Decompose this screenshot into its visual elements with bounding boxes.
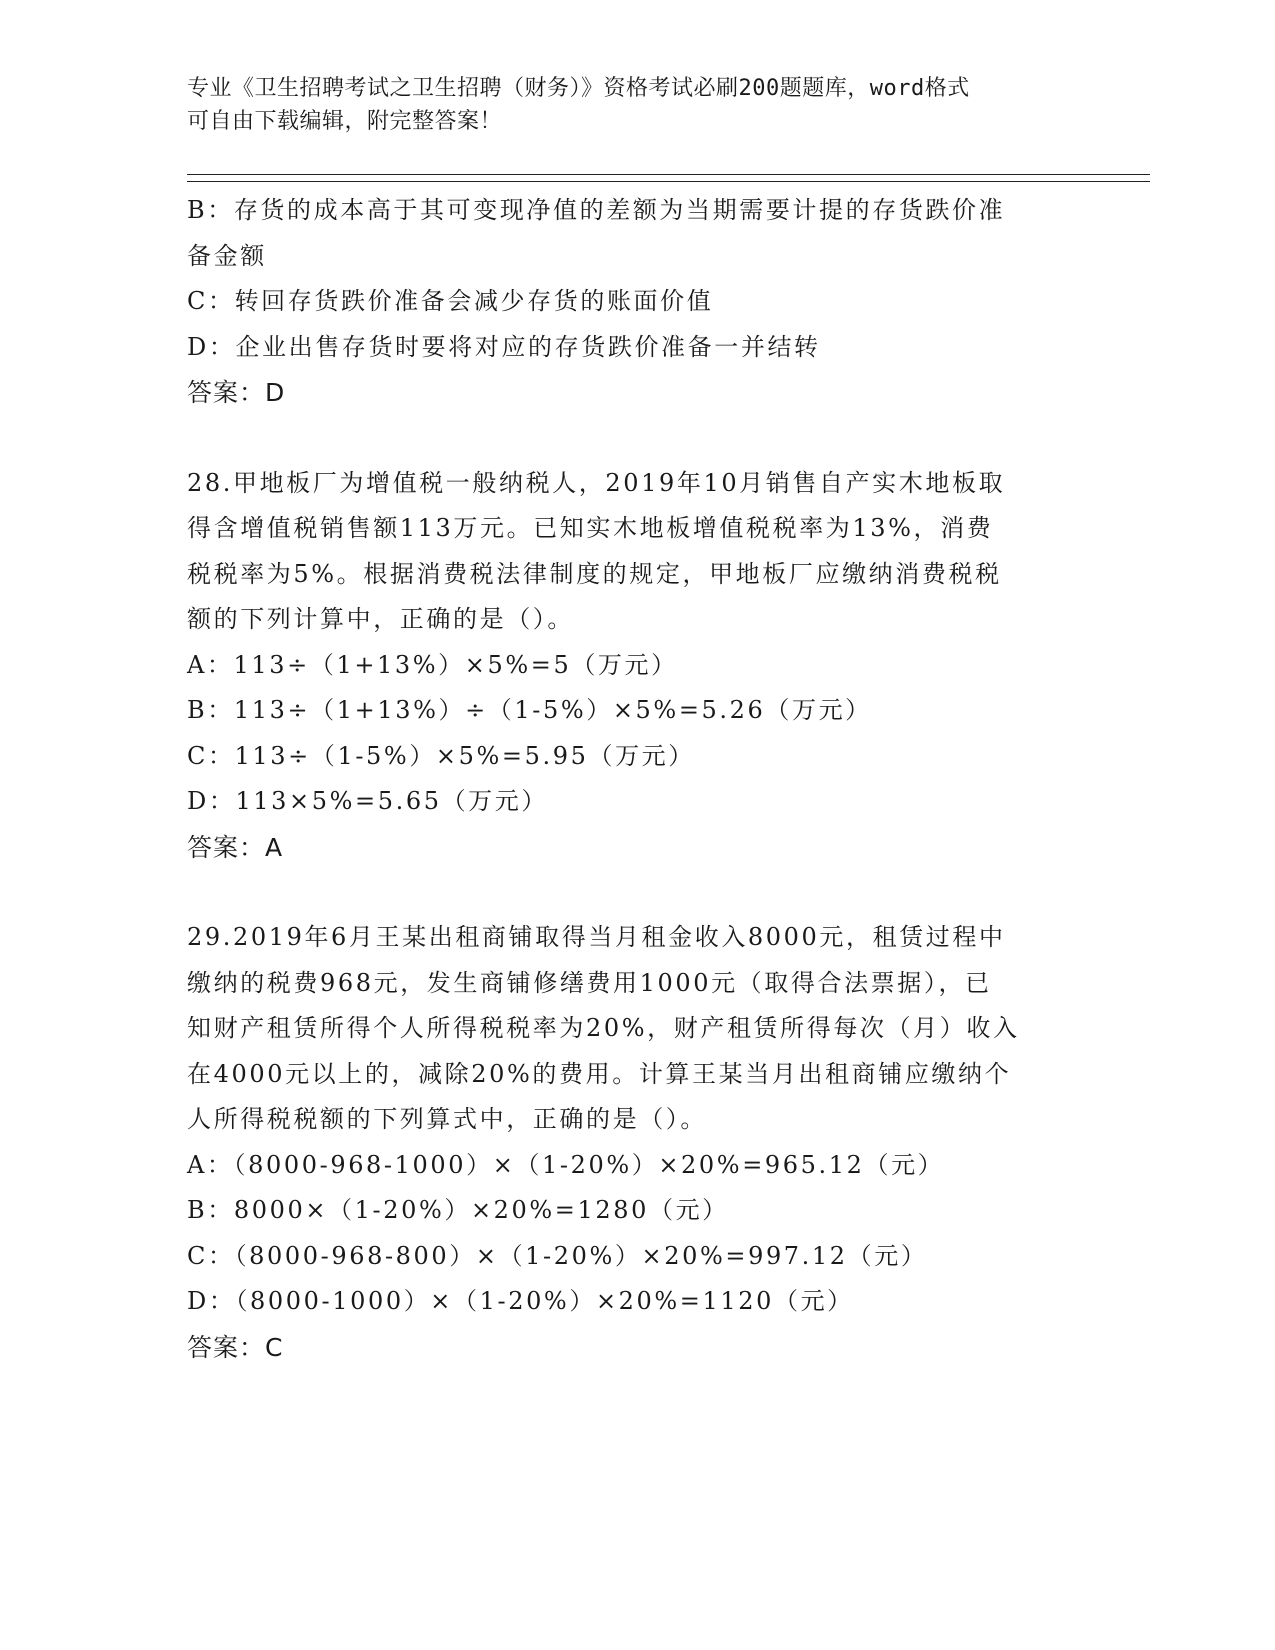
option-b: B：8000×（1-20%）×20%=1280（元） (187, 1196, 729, 1224)
question-stem: 在4000元以上的，减除20%的费用。计算王某当月出租商铺应缴纳个 (187, 1059, 1012, 1088)
option-a: A：113÷（1+13%）×5%=5（万元） (187, 650, 678, 679)
question-stem: 额的下列计算中，正确的是（）。 (187, 605, 574, 633)
option-d: D：（8000-1000）×（1-20%）×20%=1120（元） (187, 1287, 854, 1315)
header-line-2: 可自由下载编辑，附完整答案！ (187, 109, 503, 134)
option-b: B：113÷（1+13%）÷（1-5%）×5%=5.26（万元） (187, 696, 872, 724)
option-c: C：113÷（1-5%）×5%=5.95（万元） (187, 741, 695, 770)
answer-line: 答案：A (187, 832, 284, 862)
option-c: C：转回存货跌价准备会减少存货的账面价值 (187, 287, 714, 315)
question-stem: 得含增值税销售额113万元。已知实木地板增值税税率为13%，消费 (187, 514, 994, 542)
option-a: A：（8000-968-1000）×（1-20%）×20%=965.12（元） (187, 1150, 945, 1179)
question-stem: 28.甲地板厂为增值税一般纳税人，2019年10月销售自产实木地板取 (187, 468, 1006, 497)
question-stem: 缴纳的税费968元，发生商铺修缮费用1000元（取得合法票据），已 (187, 968, 992, 997)
option-d: D：113×5%=5.65（万元） (187, 787, 548, 815)
question-29-block (187, 915, 1087, 1370)
question-stem: 知财产租赁所得个人所得税税率为20%，财产租赁所得每次（月）收入 (187, 1014, 1020, 1042)
option-d: D：企业出售存货时要将对应的存货跌价准备一并结转 (187, 332, 821, 361)
answer-line: 答案：C (187, 1332, 284, 1362)
previous-question-block (187, 188, 1087, 416)
question-stem: 人所得税税额的下列算式中，正确的是（）。 (187, 1105, 707, 1133)
option-b-continued: 备金额 (187, 241, 267, 270)
option-b: B：存货的成本高于其可变现净值的差额为当期需要计提的存货跌价准 (187, 196, 1006, 224)
question-28-block (187, 461, 1087, 871)
question-stem: 29.2019年6月王某出租商铺取得当月租金收入8000元，租赁过程中 (187, 923, 1006, 951)
answer-line: 答案：D (187, 378, 286, 407)
header-line-1: 专业《卫生招聘考试之卫生招聘（财务）》资格考试必刷200题题库，word格式 (187, 76, 970, 101)
question-stem: 税税率为5%。根据消费税法律制度的规定，甲地板厂应缴纳消费税税 (187, 559, 1002, 588)
header-divider (187, 174, 1150, 182)
document-body (187, 188, 1087, 1370)
spacer (187, 416, 1087, 461)
document-header (187, 72, 1087, 138)
option-c: C：（8000-968-800）×（1-20%）×20%=997.12（元） (187, 1241, 928, 1270)
spacer (187, 870, 1087, 915)
